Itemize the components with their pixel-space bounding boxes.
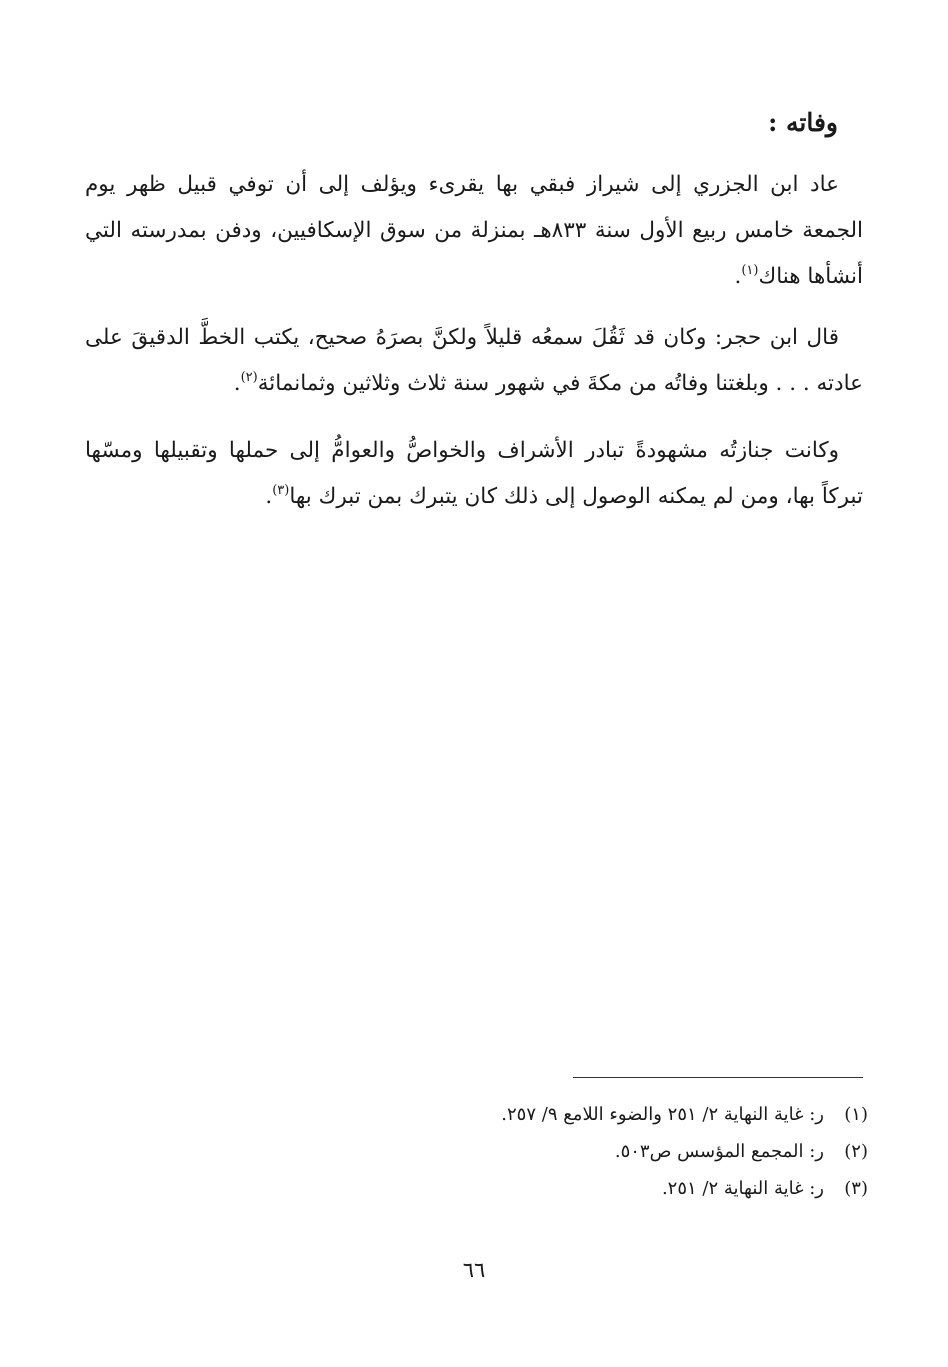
- footnote-ref: (١): [741, 263, 759, 278]
- footnote-item: [88, 1096, 868, 1133]
- footnotes-list: [88, 1096, 868, 1207]
- footnote-text: ر: غاية النهاية ٢/ ٢٥١ والضوء اللامع ٩/ ٢٥٧.: [501, 1104, 824, 1125]
- footnote-separator: [573, 1077, 863, 1078]
- paragraph-text: عاد ابن الجزري إلى شيراز فبقي بها يقرىء ويؤلف إلى أن توفي قبيل ظهر يوم الجمعة خامس ربيع الأول سنة ٨٣٣هـ بمنزلة من سوق الإسكافيين، ودفن بمدرسته التي أنشأها هناك: [85, 172, 863, 289]
- footnote-number: (٣): [844, 1178, 868, 1199]
- page-number: ٦٦: [462, 1258, 486, 1282]
- footnote-ref: (٣): [272, 483, 290, 498]
- footnote-ref: (٢): [240, 370, 258, 385]
- paragraph-funeral: وكانت جنازتُه مشهودةً تبادر الأشراف والخواصُّ والعوامُّ إلى حملها وتقبيلها ومسّها تبركاً بها، ومن لم يمكنه الوصول إلى ذلك كان يتبرك بمن تبرك بها$^{(٣)}$.: [85, 438, 863, 509]
- footnote-text: ر: غاية النهاية ٢/ ٢٥١.: [661, 1178, 824, 1199]
- paragraph-text: قال ابن حجر: وكان قد ثَقُلَ سمعُه قليلاً ولكنَّ بصرَهُ صحيح، يكتب الخطَّ الدقيقَ على عادته . . . وبلغتنا وفاتُه من مكةَ في شهور سنة ثلاث وثلاثين وثمانمائة: [85, 325, 863, 396]
- footnote-item: [88, 1133, 868, 1170]
- section-heading: وفاته :: [768, 108, 838, 137]
- footnote-item: [88, 1170, 868, 1207]
- footnote-text: ر: المجمع المؤسس ص٥٠٣.: [614, 1141, 824, 1162]
- paragraph-ibn-hajar-quote: قال ابن حجر: وكان قد ثَقُلَ سمعُه قليلاً ولكنَّ بصرَهُ صحيح، يكتب الخطَّ الدقيقَ على عادته . . . وبلغتنا وفاتُه من مكةَ في شهور سنة ثلاث وثلاثين وثمانمائة$^{(٢)}$.: [85, 325, 863, 396]
- footnote-number: (٢): [844, 1141, 868, 1162]
- footnote-number: (١): [844, 1104, 868, 1125]
- paragraph-text: وكانت جنازتُه مشهودةً تبادر الأشراف والخواصُّ والعوامُّ إلى حملها وتقبيلها ومسّها تبركاً بها، ومن لم يمكنه الوصول إلى ذلك كان يتبرك بمن تبرك بها: [85, 438, 863, 509]
- paragraph-death: عاد ابن الجزري إلى شيراز فبقي بها يقرىء ويؤلف إلى أن توفي قبيل ظهر يوم الجمعة خامس ربيع الأول سنة ٨٣٣هـ بمنزلة من سوق الإسكافيين، ودفن بمدرسته التي أنشأها هناك$^{(١)}$.: [85, 172, 863, 289]
